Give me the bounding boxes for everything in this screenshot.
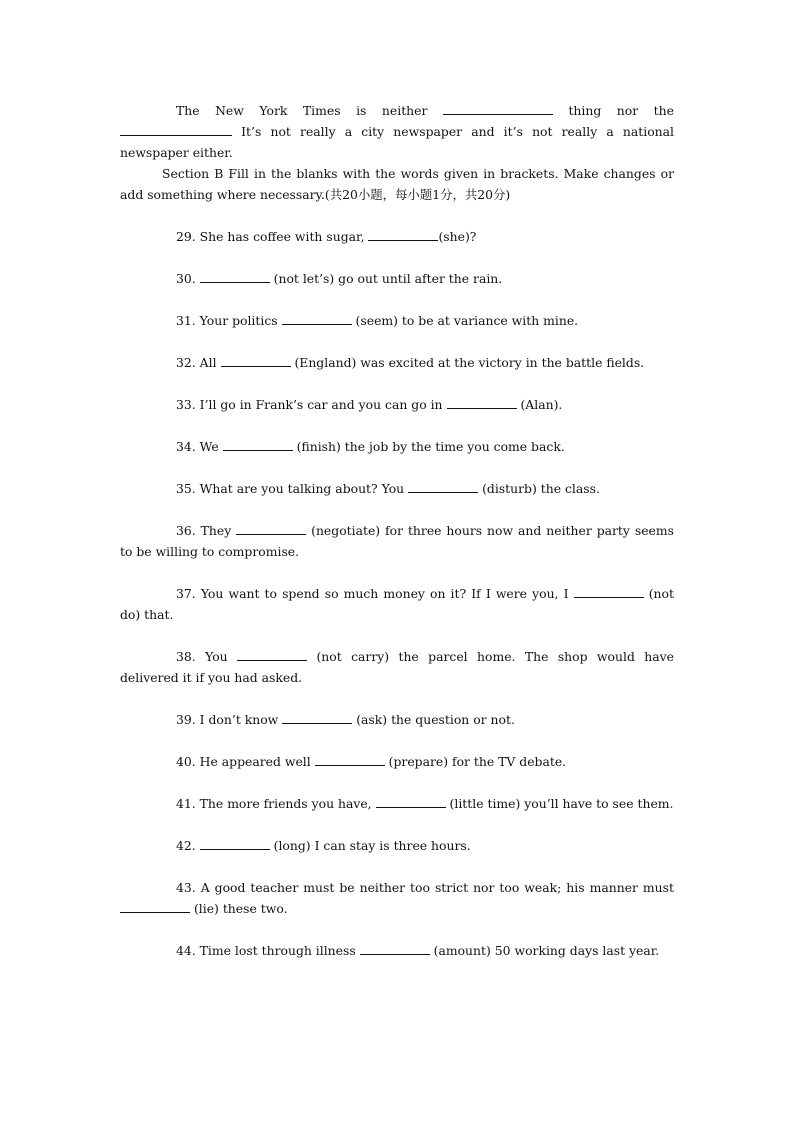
- question-text-before: All: [199, 355, 217, 370]
- question-text-after: (long) I can stay is three hours.: [273, 838, 471, 853]
- question-number: 41.: [176, 796, 196, 811]
- question-text-after: (seem) to be at variance with mine.: [355, 313, 579, 328]
- question-item: [120, 226, 674, 247]
- question-text-before: I don’t know: [199, 712, 279, 727]
- question-text-after: (finish) the job by the time you come back.: [296, 439, 565, 454]
- question-number: 34.: [176, 439, 196, 454]
- question-text-before: What are you talking about? You: [199, 481, 405, 496]
- question-text-after: (lie) these two.: [193, 901, 288, 916]
- question-number: 35.: [176, 481, 196, 496]
- answer-blank[interactable]: [200, 837, 270, 850]
- question-text-before: I’ll go in Frank’s car and you can go in: [199, 397, 443, 412]
- answer-blank[interactable]: [236, 522, 306, 535]
- question-text-before: He appeared well: [199, 754, 311, 769]
- question-text-before: A good teacher must be neither too strict nor too weak; his manner must: [200, 880, 674, 895]
- question-number: 31.: [176, 313, 196, 328]
- question-number: 38.: [176, 649, 196, 664]
- intro-paragraph: [120, 100, 674, 163]
- question-text-before: Time lost through illness: [199, 943, 356, 958]
- question-text-before: You want to spend so much money on it? If I were you, I: [200, 586, 569, 601]
- question-item: [120, 352, 674, 373]
- question-text-after: (amount) 50 working days last year.: [433, 943, 660, 958]
- question-number: 40.: [176, 754, 196, 769]
- question-item: [120, 709, 674, 730]
- question-text-after: (she)?: [438, 229, 477, 244]
- question-item: [120, 877, 674, 919]
- question-number: 39.: [176, 712, 196, 727]
- document-page: [120, 100, 674, 961]
- answer-blank[interactable]: [447, 396, 517, 409]
- question-text-before: They: [200, 523, 232, 538]
- answer-blank[interactable]: [443, 102, 553, 115]
- section-b-heading: Section B Fill in the blanks with the words given in brackets. Make changes or add something where necessary.(共20小题，每小题1分，共20分): [120, 166, 674, 202]
- answer-blank[interactable]: [237, 648, 307, 661]
- question-text-after: (not carry) the parcel home. The shop would have delivered it if you had asked.: [120, 649, 674, 685]
- intro-text-3: It’s not really a city newspaper and it’s not really a national newspaper either.: [120, 124, 674, 160]
- question-number: 29.: [176, 229, 196, 244]
- question-item: [120, 793, 674, 814]
- question-number: 36.: [176, 523, 196, 538]
- question-item: [120, 310, 674, 331]
- answer-blank[interactable]: [282, 312, 352, 325]
- question-item: [120, 940, 674, 961]
- question-number: 42.: [176, 838, 196, 853]
- question-text-before: Your politics: [199, 313, 278, 328]
- question-item: [120, 520, 674, 562]
- question-item: [120, 268, 674, 289]
- question-text-before: We: [199, 439, 219, 454]
- answer-blank[interactable]: [360, 942, 430, 955]
- question-item: [120, 436, 674, 457]
- intro-text-1: The New York Times is neither: [176, 103, 428, 118]
- question-text-after: (negotiate) for three hours now and neither party seems to be willing to compromise.: [120, 523, 674, 559]
- question-text-after: (little time) you’ll have to see them.: [449, 796, 674, 811]
- question-item: [120, 751, 674, 772]
- question-item: [120, 583, 674, 625]
- answer-blank[interactable]: [376, 795, 446, 808]
- question-text-after: (Alan).: [520, 397, 563, 412]
- question-item: [120, 835, 674, 856]
- intro-text-2: thing nor the: [568, 103, 674, 118]
- question-text-after: (ask) the question or not.: [356, 712, 515, 727]
- answer-blank[interactable]: [315, 753, 385, 766]
- answer-blank[interactable]: [120, 900, 190, 913]
- answer-blank[interactable]: [408, 480, 478, 493]
- question-list: [120, 226, 674, 961]
- answer-blank[interactable]: [223, 438, 293, 451]
- question-number: 37.: [176, 586, 196, 601]
- question-item: [120, 394, 674, 415]
- question-text-before: The more friends you have,: [199, 796, 372, 811]
- answer-blank[interactable]: [368, 228, 438, 241]
- question-text-before: She has coffee with sugar,: [199, 229, 365, 244]
- answer-blank[interactable]: [200, 270, 270, 283]
- question-number: 33.: [176, 397, 196, 412]
- question-text-after: (disturb) the class.: [482, 481, 600, 496]
- answer-blank[interactable]: [574, 585, 644, 598]
- question-number: 30.: [176, 271, 196, 286]
- question-text-after: (not let’s) go out until after the rain.: [273, 271, 503, 286]
- question-number: 43.: [176, 880, 196, 895]
- question-text-before: You: [205, 649, 228, 664]
- question-item: [120, 646, 674, 688]
- question-item: [120, 478, 674, 499]
- question-text-after: (England) was excited at the victory in the battle fields.: [294, 355, 645, 370]
- question-number: 44.: [176, 943, 196, 958]
- answer-blank[interactable]: [221, 354, 291, 367]
- question-text-after: (prepare) for the TV debate.: [388, 754, 567, 769]
- answer-blank[interactable]: [120, 123, 232, 136]
- question-number: 32.: [176, 355, 196, 370]
- answer-blank[interactable]: [282, 711, 352, 724]
- question-text-after: (not do) that.: [120, 586, 674, 622]
